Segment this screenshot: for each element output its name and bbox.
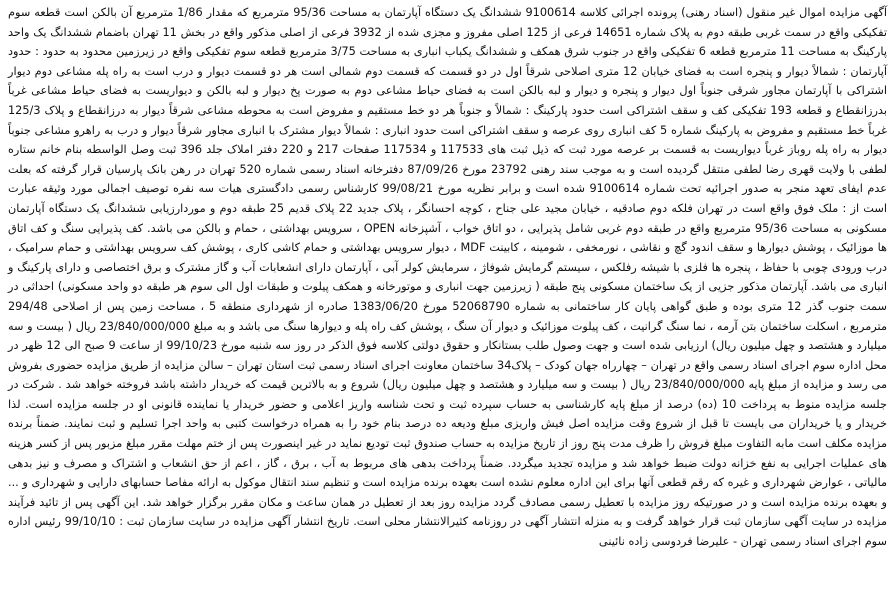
auction-notice-text: آگهی مزایده اموال غیر منقول (اسناد رهنی) پرونده اجرائی کلاسه 9100614 ششدانگ یک دستگاه آپارتمان به مساحت 95/36 مترمربع که مقدار 1/86 مترمربع آن بالکن است قطعه سوم تفکیکی واقع در سمت غربی طبقه دوم به پلاک شماره 14651 فرعی از 125 اصلی مفروز و مجزی شده از 3932 فرعی از اصلی مذکور واقع در بخش 11 تهران باضمام ششدانگ یک واحد پارکینگ به مساحت 11 مترمربع قطعه 6 تفکیکی واقع در جنوب شرق همکف و ششدانگ یکباب انباری به مساحت 3/75 مترمربع قطعه سوم تفکیکی واقع در زیرزمین محدود به حدود : حدود آپارتمان : شمالاً دیوار و پنجره است به فضای خیابان 12 متری اصلاحی شرقاً اول در دو قسمت که قسمت دوم شمالی است هر دو قسمت دیوار و درب است به راه پله مشاعی دوم دیوار اشتراکی با آپارتمان مجاور شرقی جنوباً اول دیوار و پنجره و دیوار و لبه بالکن است به فضای حیاط مشاعی دوم به صورت پخ دیوار و لبه بالکن و دیواریست به فضای حیاط مشاعی غرباً بدرزانقطاع و قطعه 193 تفکیکی کف و سقف اشتراکی است حدود پارکینگ : شمالاً و جنوباً هر دو خط مستقیم و مفروض است به محوطه مشاعی شرقاً دیوار به درزانقطاع و پلاک 125/3 غرباً خط مستقیم و مفروض به پارکینگ شماره 5 کف انباری روی عرصه و سقف اشتراکی است حدود انباری : شمالاً دیوار مشترک با انباری مجاور شرقاً دیوار و درب به راهرو مشاعی جنوباً دیوار به راه پله روباز غرباً دیواریست به قسمت بر عرصه مورد ثبت که ذیل ثبت های 117533 و 117534 صفحات 217 و 220 دفتر املاک جلد 396 ثبت وصل الواسطه بنام خانم ستاره لطفی با ولایت قهری رضا لطفی منتقل گردیده است و به موجب سند رهنی 23792 مورخ 87/09/26 دفترخانه اسناد رسمی شماره 520 تهران در رهن بانک پارسیان قرار گرفته که بعلت عدم ایفای تعهد منجر به صدور اجرائیه تحت شماره 9100614 شده است و برابر نظریه مورخ 99/08/21 کارشناس رسمی دادگستری هیات سه نفره توصیف اجمالی مورد وثیقه عبارت است از : ملک فوق واقع است در تهران فلکه دوم صادقیه ، خیابان مجید علی جناح ، کوچه احسانگر ، پلاک جدید 22 پلاک قدیم 25 طبقه دوم و موردارزیابی ششدانگ یک دستگاه آپارتمان مسکونی به مساحت 95/36 مترمربع واقع در طبقه دوم غربی شامل پذیرایی ، دو اتاق خواب ، آشپزخانه OPEN ، سرویس بهداشتی ، حمام و بالکن می باشد. کف پذیرایی سنگ و کف اتاق ها موزائیک ، پوشش دیوارها و سقف اندود گچ و نقاشی ، نورمخفی ، شومینه ، کابینت MDF ، دیوار سرویس بهداشتی و حمام کاشی کاری ، پوشش کف سرویس بهداشتی و حمام سرامیک ، درب ورودی چوبی با حفاظ ، پنجره ها فلزی با شیشه رفلکس ، سیستم گرمایش شوفاژ ، سرمایش کولر آبی ، آپارتمان دارای انشعابات آب و گاز مشترک و برق اختصاصی و دارای پارکینگ و انباری می باشد. آپارتمان مذکور جزیی از یک ساختمان مسکونی پنج طبقه ( زیرزمین جهت انباری و موتورخانه و همکف پیلوت و طبقات اول الی سوم هر طبقه دو واحد مسکونی) احداثی در سمت جنوب گذر 12 متری بوده و طبق گواهی پایان کار ساختمانی به شماره 52068790 مورخ 1383/06/20 صادره از شهرداری منطقه 5 ، مساحت زمین پس از اصلاحی 294/48 مترمربع ، اسکلت ساختمان بتن آرمه ، نما سنگ گرانیت ، کف پیلوت موزائیک و دیوار آن سنگ ، پوشش کف راه پله و دیوارها سنگ می باشد و به مبلغ 23/840/000/000 ریال ( بیست و سه میلیارد و هشتصد و چهل میلیون ریال) ارزیابی شده است و جهت وصول طلب بستانکار و حقوق دولتی کلاسه فوق الذکر در روز سه شنبه مورخ 99/10/23 از ساعت 9 صبح الی 12 ظهر در محل اداره سوم اجرای اسناد رسمی واقع در تهران – چهارراه جهان کودک – پلاک34 ساختمان معاونت اجرای اسناد رسمی ثبت استان تهران – سالن مزایده از طریق مزایده حضوری بفروش می رسد و مزایده از مبلغ پایه 23/840/000/000 ریال ( بیست و سه میلیارد و هشتصد و چهل میلیون ریال) شروع و به بالاترین قیمت که خریدار داشته باشد فروخته خواهد شد . شرکت در جلسه مزایده منوط به پرداخت 10 (ده) درصد از مبلغ پایه کارشناسی به حساب سپرده ثبت و تحت شناسه واریز اعلامی و حضور خریدار یا نماینده قانونی او در جلسه مزایده است. لذا خریدار و یا خریداران می بایست تا قبل از شروع وقت مزایده اصل فیش واریزی مبلغ ودیعه ده درصد بنام خود را به همراه درخواست کتبی به واحد اجرا تسلیم و ثبت نمایند. ضمناً برنده مزایده مکلف است مابه التفاوت مبلغ فروش را ظرف مدت پنج روز از تاریخ مزایده به حساب صندوق ثبت تودیع نماید در غیر اینصورت پس از ختم مهلت مقرر مبلغ مزبور پس از کسر هزینه های عملیات اجرایی به نفع خزانه دولت ضبط خواهد شد و مزایده تجدید میگردد. ضمناً پرداخت بدهی های مربوط به آب ، برق ، گاز ، اعم از حق انشعاب و اشتراک و مصرف و نیز بدهی مالیاتی ، عوارض شهرداری و غیره که رقم قطعی آنها برای این اداره معلوم نشده است بعهده برنده مزایده است و تنظیم سند انتقال موکول به ارائه مفاصا حسابهای دارایی و شهرداری و ... و بعهده برنده مزایده است و در صورتیکه روز مزایده با تعطیل رسمی مصادف گردد مزایده روز بعد از تعطیل در همان ساعت و مکان مقرر برگزار خواهد شد. این آگهی پس از تائید فرآیند مزایده در سایت آگهی سازمان ثبت قرار خواهد گرفت و به منزله انتشار آگهی در روزنامه کثیرالانتشار محلی است. تاریخ انتشار آگهی مزایده در سایت سازمان ثبت : 99/10/10 رئیس اداره سوم اجرای اسناد رسمی تهران - علیرضا فردوسی زاده نائینی [8,6,888,549]
